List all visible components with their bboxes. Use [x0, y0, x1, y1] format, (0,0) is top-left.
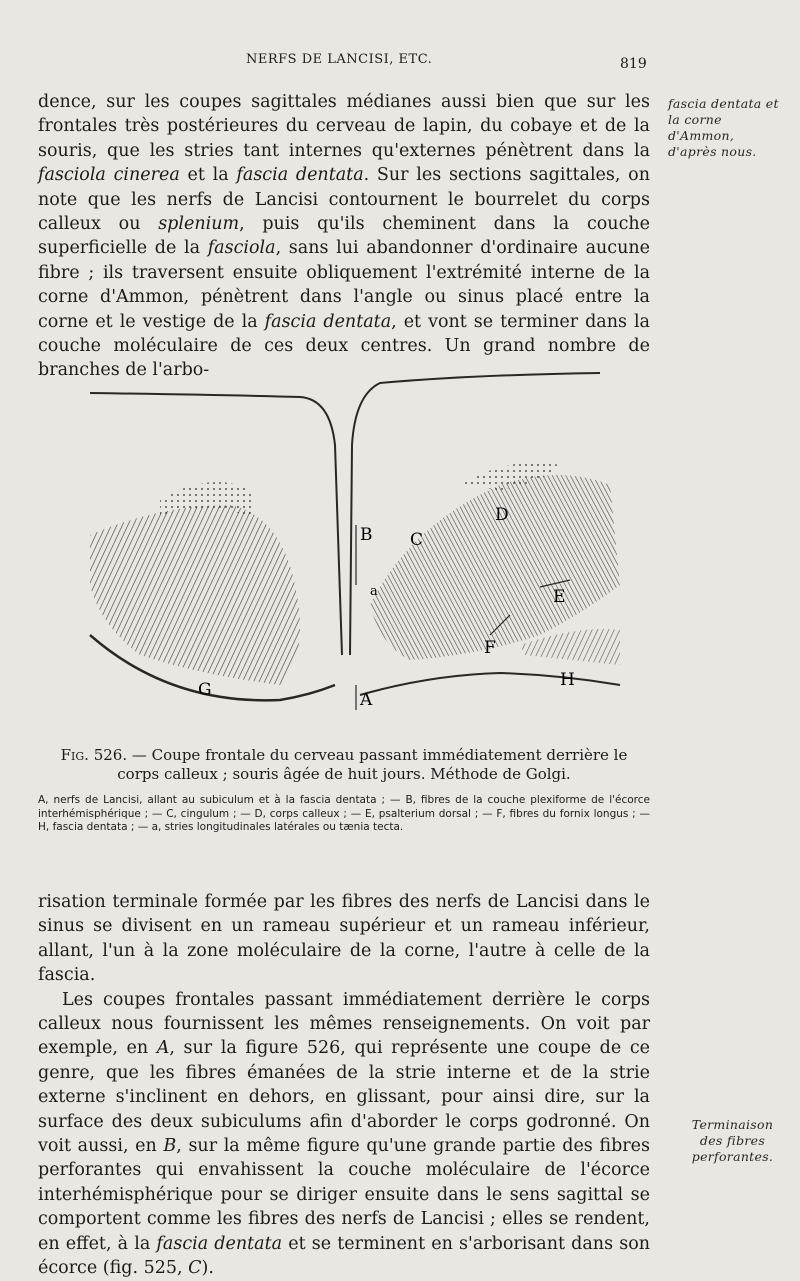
label-H: H [560, 670, 575, 690]
paragraph-3: Les coupes frontales passant immédiatement derrière le corps calleux nous fournissent les mêmes renseignements. On voit par exemple, en A, sur la figure 526, qui représente une coupe de ce genre, que les fibres émanées de la strie interne et de la strie externe s'inclinent en dehors, en glissant, pour ainsi dire, sur la surface des deux subiculums afin d'aborder le corps godronné. On voit aussi, en B, sur la même figure qu'une grande partie des fibres perforantes qui envahissent la couche moléculaire de l'écorce interhémisphérique pour se diriger ensuite dans le sens sagittal se comportent comme les fibres des nerfs de Lancisi ; elles se rendent, en effet, à la fascia dentata et se terminent en s'arborisant dans son écorce (fig. 525, C). [38, 989, 650, 1279]
label-B: B [360, 525, 373, 545]
paragraph-2 [38, 890, 650, 1281]
figure-number: Fig. 526. [60, 746, 128, 764]
page-number: 819 [620, 56, 647, 72]
paragraph-2-text: risation terminale formée par les fibres des nerfs de Lancisi dans le sinus se divisent en un rameau supérieur et un rameau inférieur, allant, l'un à la zone moléculaire de la corne, l'autre à celle de la fascia. [38, 892, 650, 986]
paragraph-1: dence, sur les coupes sagittales médianes aussi bien que sur les frontales très postérieures du cerveau de lapin, du cobaye et de la souris, que les stries tant internes qu'externes pénètrent dans la fasciola cinerea et la fascia dentata. Sur les sections sagittales, on note que les nerfs de Lancisi contournent le bourrelet du corps calleux ou splenium, puis qu'ils cheminent dans la couche superficielle de la fasciola, sans lui abandonner d'ordinaire aucune fibre ; ils traversent ensuite obliquement l'extrémité interne de la corne d'Ammon, pénètrent dans l'angle ou sinus placé entre la corne et le vestige de la fascia dentata, et vont se terminer dans la couche moléculaire de ces deux centres. Un grand nombre de branches de l'arbo- [38, 92, 650, 381]
figure-caption [38, 746, 650, 784]
label-G: G [198, 680, 212, 700]
label-C: C [410, 530, 424, 550]
label-a: a [370, 584, 378, 599]
label-A: A [360, 690, 373, 710]
running-title: NERFS DE LANCISI, ETC. [246, 52, 433, 67]
label-F: F [484, 638, 496, 658]
caption-text: — Coupe frontale du cerveau passant immédiatement derrière le corps calleux ; souris âgée de huit jours. Méthode de Golgi. [117, 746, 628, 783]
label-D: D [495, 505, 509, 525]
margin-note-fascia: fascia dentata et la corne d'Ammon, d'après nous. [668, 96, 779, 159]
margin-note-terminaison: Terminaison des fibres perforantes. [691, 1117, 774, 1164]
figure-legend: A, nerfs de Lancisi, allant au subiculum et à la fascia dentata ; — B, fibres de la couche plexiforme de l'écorce interhémisphérique ; — C, cingulum ; — D, corps calleux ; — E, psalterium dorsal ; — F, fibres du fornix longus ; — H, fascia dentata ; — a, stries longitudinales latérales ou tænia tecta. [38, 794, 650, 833]
figure-526-illustration [80, 355, 640, 725]
label-E: E [553, 587, 566, 607]
